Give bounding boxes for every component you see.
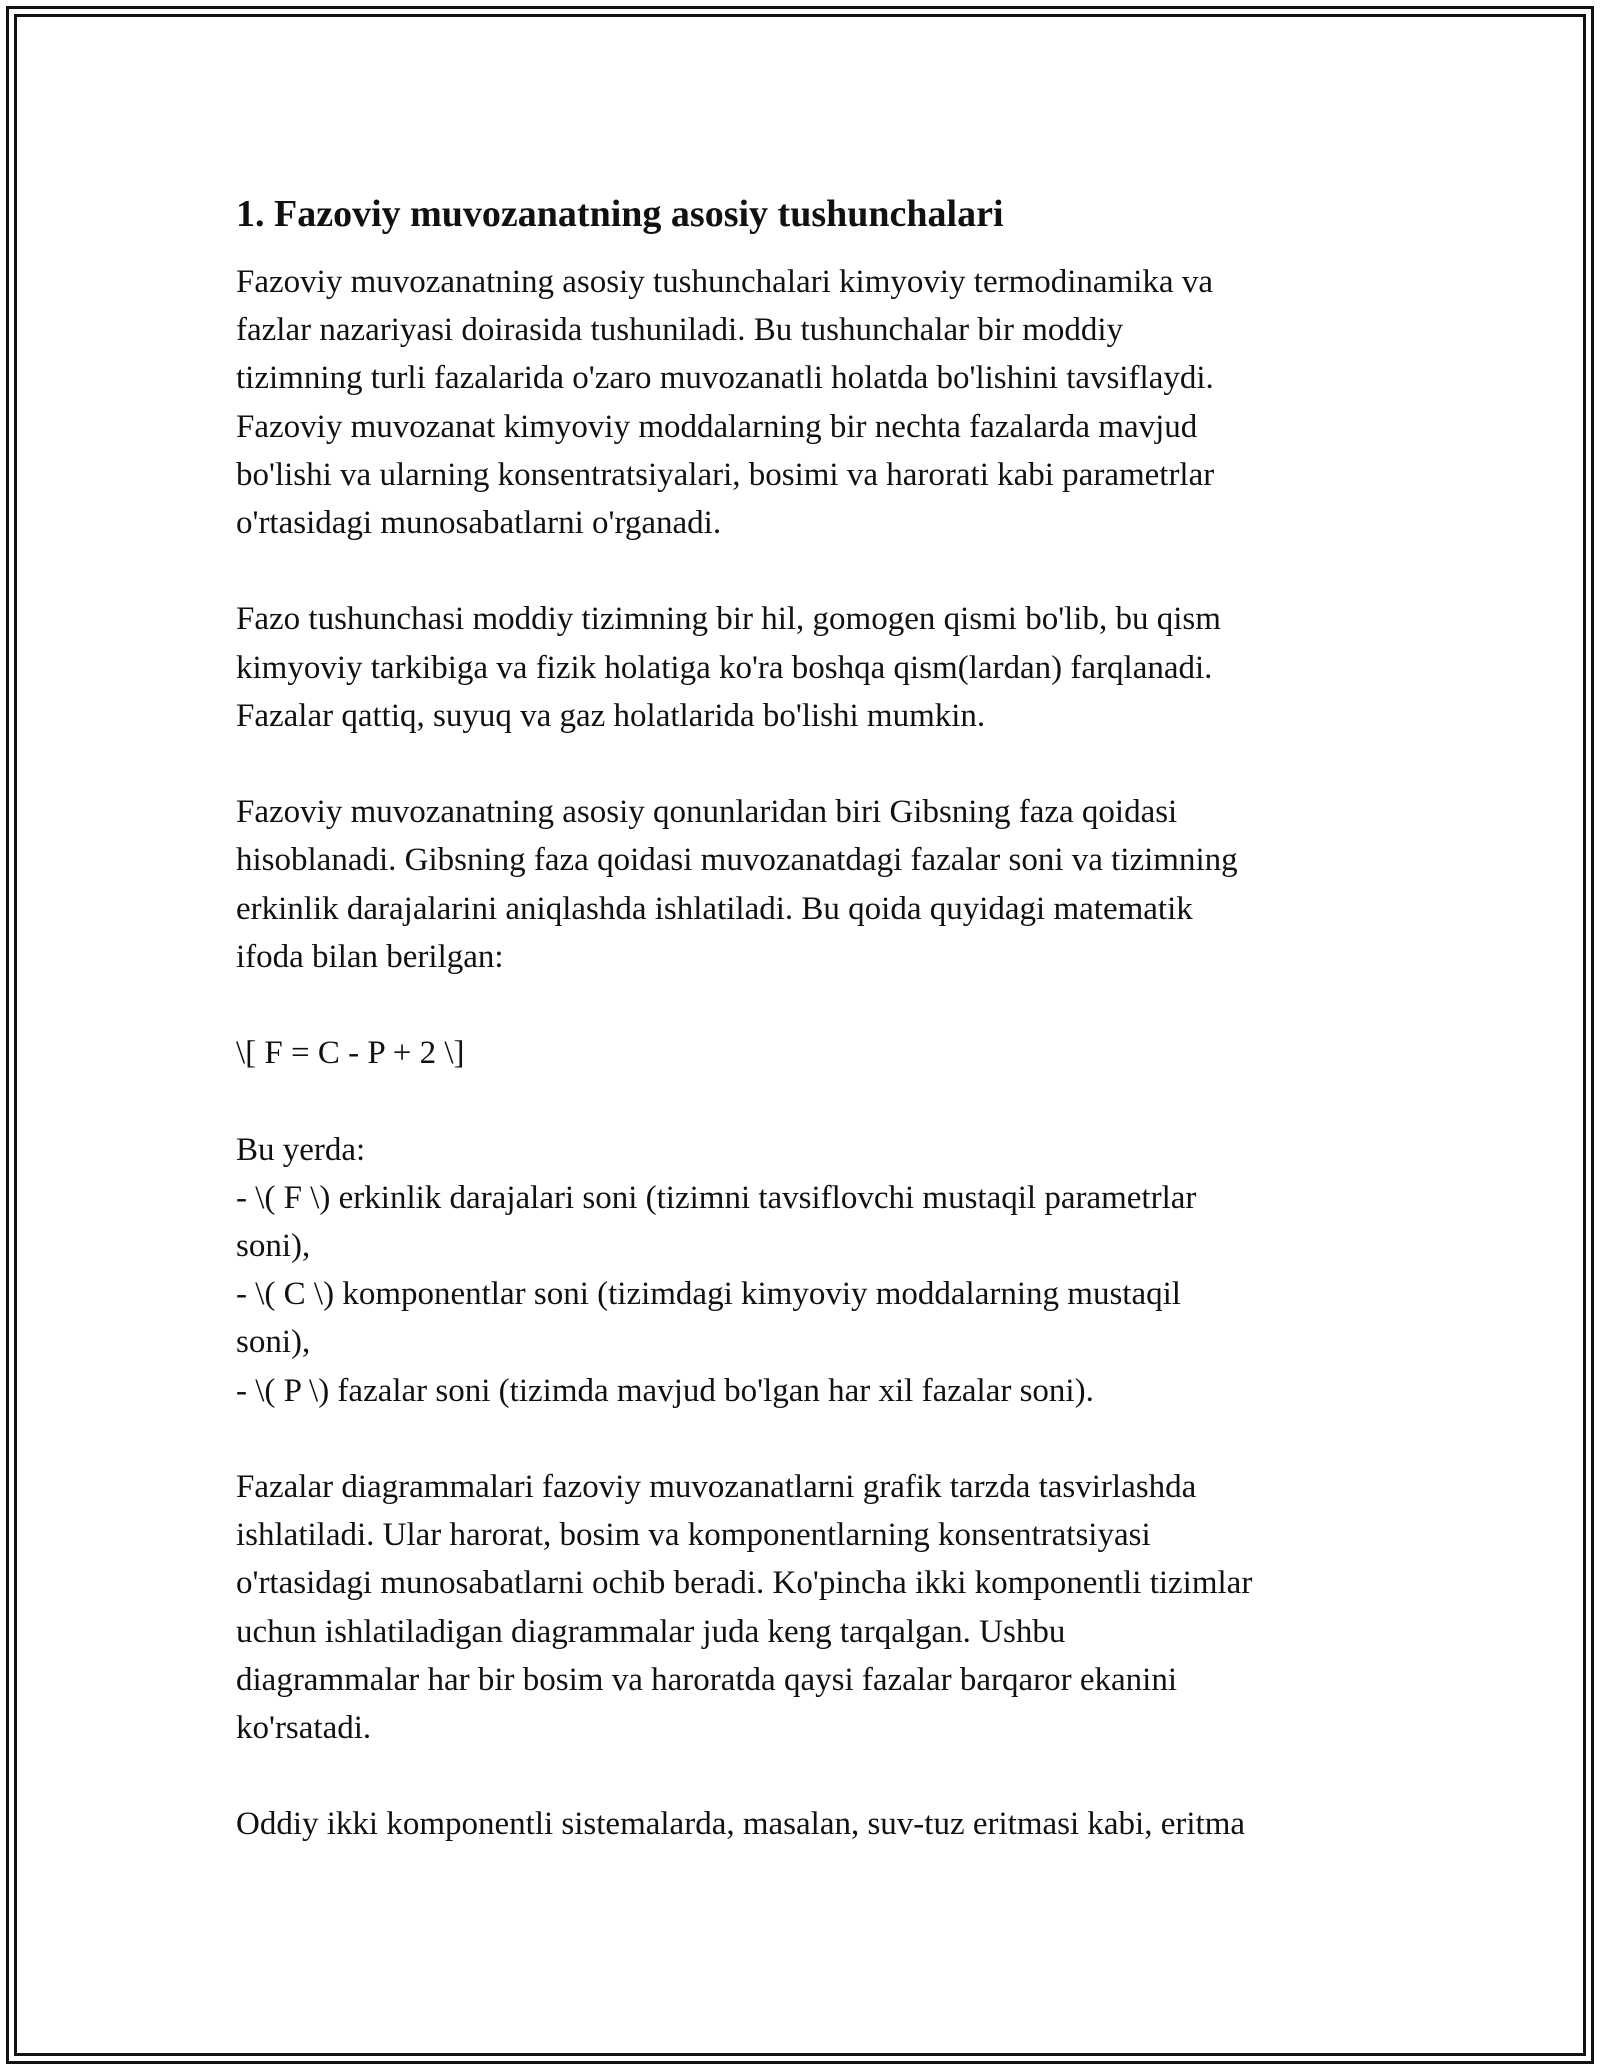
list-item: soni), [236, 1228, 311, 1264]
paragraph-gap [236, 740, 1376, 788]
paragraph-gap [236, 981, 1376, 1029]
definitions-list [236, 1126, 1376, 1415]
paragraph-gap [236, 1752, 1376, 1800]
text-line: uchun ishlatiladigan diagrammalar juda keng tarqalgan. Ushbu [236, 1613, 1066, 1650]
text-line: hisoblanadi. Gibsning faza qoidasi muvozanatdagi fazalar soni va tizimning [236, 842, 1238, 879]
text-line: diagrammalar har bir bosim va haroratda qaysi fazalar barqaror ekanini [236, 1661, 1177, 1698]
text-line: Fazalar diagrammalari fazoviy muvozanatlarni grafik tarzda tasvirlashda [236, 1469, 1197, 1505]
paragraph-intro [236, 258, 1376, 547]
text-line: Fazo tushunchasi moddiy tizimning bir hil, gomogen qismi bo'lib, bu qism [236, 601, 1221, 638]
formula-line: \[ F = C - P + 2 \] [236, 1035, 465, 1072]
text-line: Fazoviy muvozanatning asosiy tushunchalari kimyoviy termodinamika va [236, 264, 1213, 300]
text-line: ko'rsatadi. [236, 1710, 372, 1747]
text-line: o'rtasidagi munosabatlarni o'rganadi. [236, 505, 722, 542]
text-line: tizimning turli fazalarida o'zaro muvozanatli holatda bo'lishini tavsiflaydi. [236, 360, 1214, 397]
text-line: Bu yerda: [236, 1131, 366, 1168]
formula-block [236, 1029, 1376, 1077]
paragraph-diagrams [236, 1463, 1376, 1752]
paragraph-gap [236, 1415, 1376, 1463]
text-line: Fazalar qattiq, suyuq va gaz holatlarida bo'lishi mumkin. [236, 697, 986, 734]
paragraph-gap [236, 1077, 1376, 1125]
text-line: ifoda bilan berilgan: [236, 938, 504, 975]
text-line: kimyoviy tarkibiga va fizik holatiga ko'ra boshqa qism(lardan) farqlanadi. [236, 649, 1213, 686]
list-item: - \( F \) erkinlik darajalari soni (tizimni tavsiflovchi mustaqil parametrlar [236, 1179, 1197, 1216]
text-line: Fazoviy muvozanatning asosiy qonunlaridan biri Gibsning faza qoidasi [236, 794, 1178, 831]
list-item: - \( P \) fazalar soni (tizimda mavjud bo'lgan har xil fazalar soni). [236, 1372, 1094, 1409]
section-heading: 1. Fazoviy muvozanatning asosiy tushunchalari [236, 193, 1004, 235]
list-item: soni), [236, 1324, 311, 1361]
text-line: fazlar nazariyasi doirasida tushuniladi. Bu tushunchalar bir moddiy [236, 312, 1124, 349]
paragraph-gap [236, 547, 1376, 595]
paragraph-phase-concept [236, 595, 1376, 740]
text-line: Fazoviy muvozanat kimyoviy moddalarning bir nechta fazalarda mavjud [236, 408, 1198, 445]
list-item: - \( C \) komponentlar soni (tizimdagi kimyoviy moddalarning mustaqil [236, 1276, 1181, 1313]
paragraph-two-component [236, 1800, 1376, 1848]
text-line: o'rtasidagi munosabatlarni ochib beradi. Ko'pincha ikki komponentli tizimlar [236, 1565, 1253, 1602]
text-line: Oddiy ikki komponentli sistemalarda, masalan, suv-tuz eritmasi kabi, eritma [236, 1806, 1246, 1843]
document-body [236, 186, 1376, 1849]
text-line: bo'lishi va ularning konsentratsiyalari, bosimi va harorati kabi parametrlar [236, 456, 1215, 493]
paragraph-gibbs-rule [236, 788, 1376, 981]
text-line: erkinlik darajalarini aniqlashda ishlatiladi. Bu qoida quyidagi matematik [236, 890, 1193, 927]
text-line: ishlatiladi. Ular harorat, bosim va komponentlarning konsentratsiyasi [236, 1517, 1151, 1554]
